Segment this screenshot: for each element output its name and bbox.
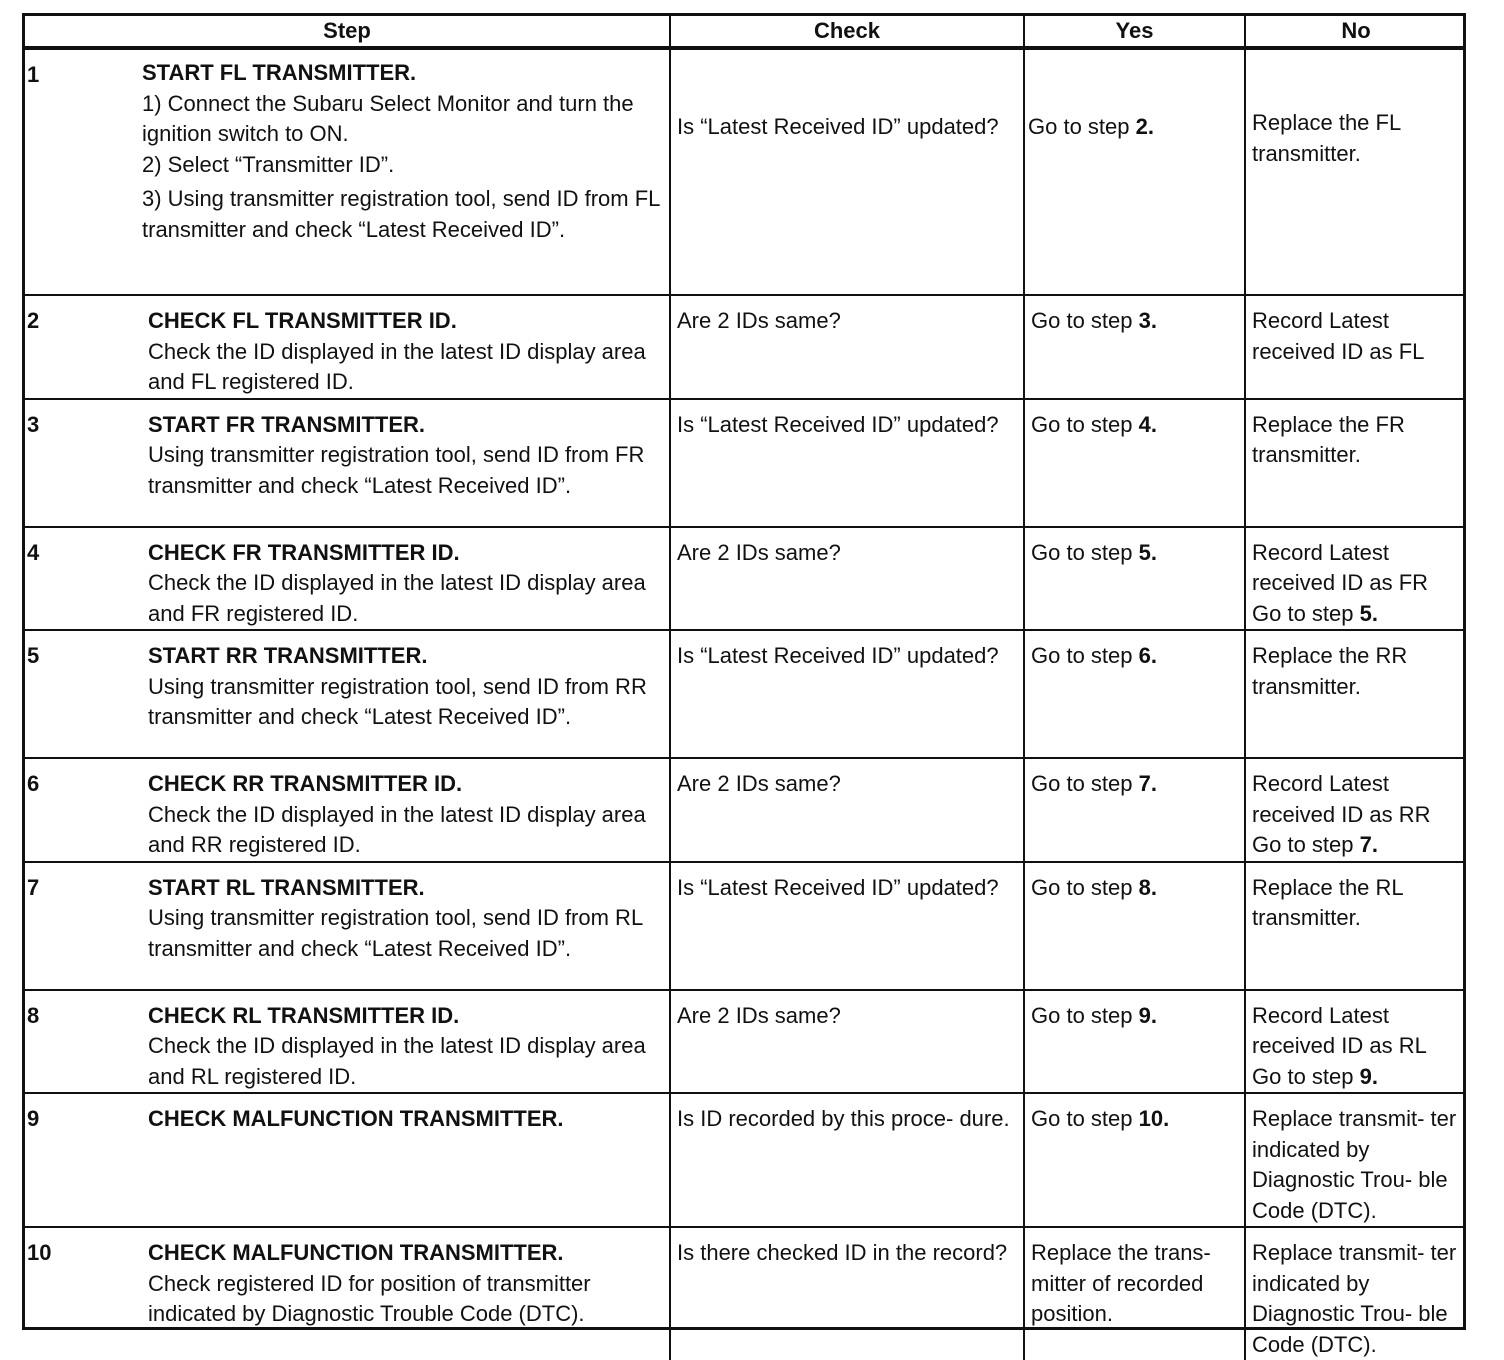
check-text: Are 2 IDs same?	[677, 539, 841, 565]
no-cell	[1245, 399, 1466, 527]
table-row	[25, 48, 1466, 295]
check-text: Are 2 IDs same?	[677, 1002, 841, 1028]
table-row	[25, 527, 1466, 631]
check-cell	[670, 399, 1024, 527]
no-cell	[1245, 527, 1466, 631]
step-body: Using transmitter registration tool, send ID from RL transmitter and check “Latest Received ID”.	[148, 905, 643, 961]
check-text: Is “Latest Received ID” updated?	[677, 411, 999, 437]
yes-text: Go to step 10.	[1031, 1106, 1170, 1131]
step-substep: 3) Using transmitter registration tool, send ID from FL transmitter and check “Latest Received ID”.	[142, 186, 660, 242]
step-number: 4	[27, 539, 40, 565]
step-cell	[25, 990, 670, 1094]
check-cell	[670, 862, 1024, 990]
yes-cell	[1024, 399, 1245, 527]
yes-cell	[1024, 48, 1245, 295]
step-number: 2	[27, 308, 40, 333]
yes-cell	[1024, 527, 1245, 631]
no-text: Replace the FL transmitter.	[1252, 110, 1401, 166]
no-cell	[1245, 990, 1466, 1094]
header-no: No	[1245, 16, 1466, 48]
check-text: Is there checked ID in the record?	[677, 1240, 1008, 1265]
no-text: Record Latest received ID as RR Go to step 7.	[1252, 771, 1431, 857]
step-title: CHECK MALFUNCTION TRANSMITTER.	[148, 1106, 564, 1131]
step-title: CHECK FL TRANSMITTER ID.	[148, 308, 457, 333]
table-row	[25, 295, 1466, 399]
yes-text: Go to step 4.	[1031, 411, 1157, 437]
yes-text: Go to step 3.	[1031, 308, 1157, 333]
check-cell	[670, 990, 1024, 1094]
no-step-ref: 5.	[1359, 600, 1378, 626]
yes-text: Go to step 6.	[1031, 643, 1157, 668]
step-body: Check the ID displayed in the latest ID display area and FL registered ID.	[148, 338, 646, 394]
step-cell	[25, 527, 670, 631]
step-cell	[25, 758, 670, 862]
yes-step-ref: 10.	[1138, 1106, 1170, 1131]
step-title: CHECK RL TRANSMITTER ID.	[148, 1002, 460, 1028]
no-text: Record Latest received ID as FL	[1252, 308, 1425, 364]
yes-step-ref: 8.	[1138, 874, 1157, 900]
yes-step-ref: 9.	[1138, 1002, 1157, 1028]
step-cell	[25, 48, 670, 295]
check-cell	[670, 630, 1024, 758]
step-body: Using transmitter registration tool, send ID from RR transmitter and check “Latest Received ID”.	[148, 673, 647, 729]
step-title: START RR TRANSMITTER.	[148, 643, 428, 668]
yes-step-ref: 2.	[1135, 114, 1154, 139]
no-step-ref: 7.	[1359, 832, 1378, 857]
step-cell	[25, 1227, 670, 1360]
check-cell	[670, 758, 1024, 862]
step-substep: 1) Connect the Subaru Select Monitor and turn the ignition switch to ON.	[142, 90, 634, 146]
check-cell	[670, 48, 1024, 295]
step-body: Check the ID displayed in the latest ID display area and FR registered ID.	[148, 570, 646, 626]
yes-text: Replace the trans- mitter of recorded position.	[1031, 1240, 1211, 1326]
step-number: 10	[27, 1240, 52, 1265]
no-text: Replace the RR transmitter.	[1252, 643, 1408, 699]
no-cell	[1245, 48, 1466, 295]
yes-cell	[1024, 990, 1245, 1094]
no-text: Replace the RL transmitter.	[1252, 874, 1403, 930]
yes-step-ref: 6.	[1138, 643, 1157, 668]
step-number: 9	[27, 1106, 40, 1131]
header-step: Step	[25, 16, 670, 48]
yes-cell	[1024, 758, 1245, 862]
step-body: Check the ID displayed in the latest ID display area and RR registered ID.	[148, 801, 646, 857]
step-number: 5	[27, 643, 40, 668]
step-body: Using transmitter registration tool, send ID from FR transmitter and check “Latest Received ID”.	[148, 442, 645, 498]
yes-text: Go to step 8.	[1031, 874, 1157, 900]
step-body: Check registered ID for position of transmitter indicated by Diagnostic Trouble Code (DTC).	[148, 1270, 591, 1326]
step-title: CHECK FR TRANSMITTER ID.	[148, 539, 460, 565]
diagnostic-table-frame	[22, 13, 1466, 1357]
yes-cell	[1024, 1093, 1245, 1227]
check-text: Is “Latest Received ID” updated?	[677, 114, 999, 139]
yes-cell	[1024, 295, 1245, 399]
step-cell	[25, 295, 670, 399]
check-text: Is “Latest Received ID” updated?	[677, 643, 999, 668]
no-cell	[1245, 630, 1466, 758]
step-cell	[25, 862, 670, 990]
check-text: Is “Latest Received ID” updated?	[677, 874, 999, 900]
check-cell	[670, 527, 1024, 631]
step-title: START FL TRANSMITTER.	[142, 60, 417, 85]
yes-step-ref: 7.	[1138, 771, 1157, 796]
step-number: 8	[27, 1002, 40, 1028]
yes-text: Go to step 2.	[1028, 114, 1154, 139]
table-row	[25, 758, 1466, 862]
step-cell	[25, 630, 670, 758]
step-number: 1	[27, 62, 40, 87]
table-row	[25, 1093, 1466, 1227]
check-text: Is ID recorded by this proce- dure.	[677, 1106, 1010, 1131]
no-cell	[1245, 1227, 1466, 1360]
yes-cell	[1024, 862, 1245, 990]
table-row	[25, 990, 1466, 1094]
yes-text: Go to step 9.	[1031, 1002, 1157, 1028]
step-title: CHECK MALFUNCTION TRANSMITTER.	[148, 1240, 564, 1265]
check-text: Are 2 IDs same?	[677, 771, 841, 796]
step-number: 3	[27, 411, 40, 437]
header-check: Check	[670, 16, 1024, 48]
step-number: 6	[27, 771, 40, 796]
step-title: CHECK RR TRANSMITTER ID.	[148, 771, 463, 796]
yes-text: Go to step 7.	[1031, 771, 1157, 796]
check-text: Are 2 IDs same?	[677, 308, 841, 333]
check-cell	[670, 1093, 1024, 1227]
header-yes: Yes	[1024, 16, 1245, 48]
yes-text: Go to step 5.	[1031, 539, 1157, 565]
step-title: START RL TRANSMITTER.	[148, 874, 425, 900]
yes-step-ref: 5.	[1138, 539, 1157, 565]
step-body: Check the ID displayed in the latest ID display area and RL registered ID.	[148, 1033, 646, 1089]
yes-cell	[1024, 1227, 1245, 1360]
no-cell	[1245, 1093, 1466, 1227]
table-row	[25, 1227, 1466, 1360]
step-cell	[25, 1093, 670, 1227]
step-number: 7	[27, 874, 40, 900]
no-text: Replace the FR transmitter.	[1252, 411, 1405, 467]
check-cell	[670, 1227, 1024, 1360]
yes-cell	[1024, 630, 1245, 758]
step-cell	[25, 399, 670, 527]
no-step-ref: 9.	[1359, 1063, 1378, 1089]
step-substep: 2) Select “Transmitter ID”.	[142, 151, 395, 177]
step-title: START FR TRANSMITTER.	[148, 411, 426, 437]
no-cell	[1245, 758, 1466, 862]
no-cell	[1245, 862, 1466, 990]
no-text: Replace transmit- ter indicated by Diagnostic Trou- ble Code (DTC).	[1252, 1106, 1457, 1223]
yes-step-ref: 4.	[1138, 411, 1157, 437]
table-row	[25, 630, 1466, 758]
diagnostic-table	[25, 16, 1466, 1360]
no-text: Replace transmit- ter indicated by Diagnostic Trou- ble Code (DTC).	[1252, 1240, 1457, 1357]
table-row	[25, 862, 1466, 990]
table-row	[25, 399, 1466, 527]
header-row	[25, 16, 1466, 48]
no-cell	[1245, 295, 1466, 399]
check-cell	[670, 295, 1024, 399]
no-text: Record Latest received ID as FR Go to step 5.	[1252, 539, 1429, 626]
no-text: Record Latest received ID as RL Go to step 9.	[1252, 1002, 1427, 1089]
yes-step-ref: 3.	[1138, 308, 1157, 333]
